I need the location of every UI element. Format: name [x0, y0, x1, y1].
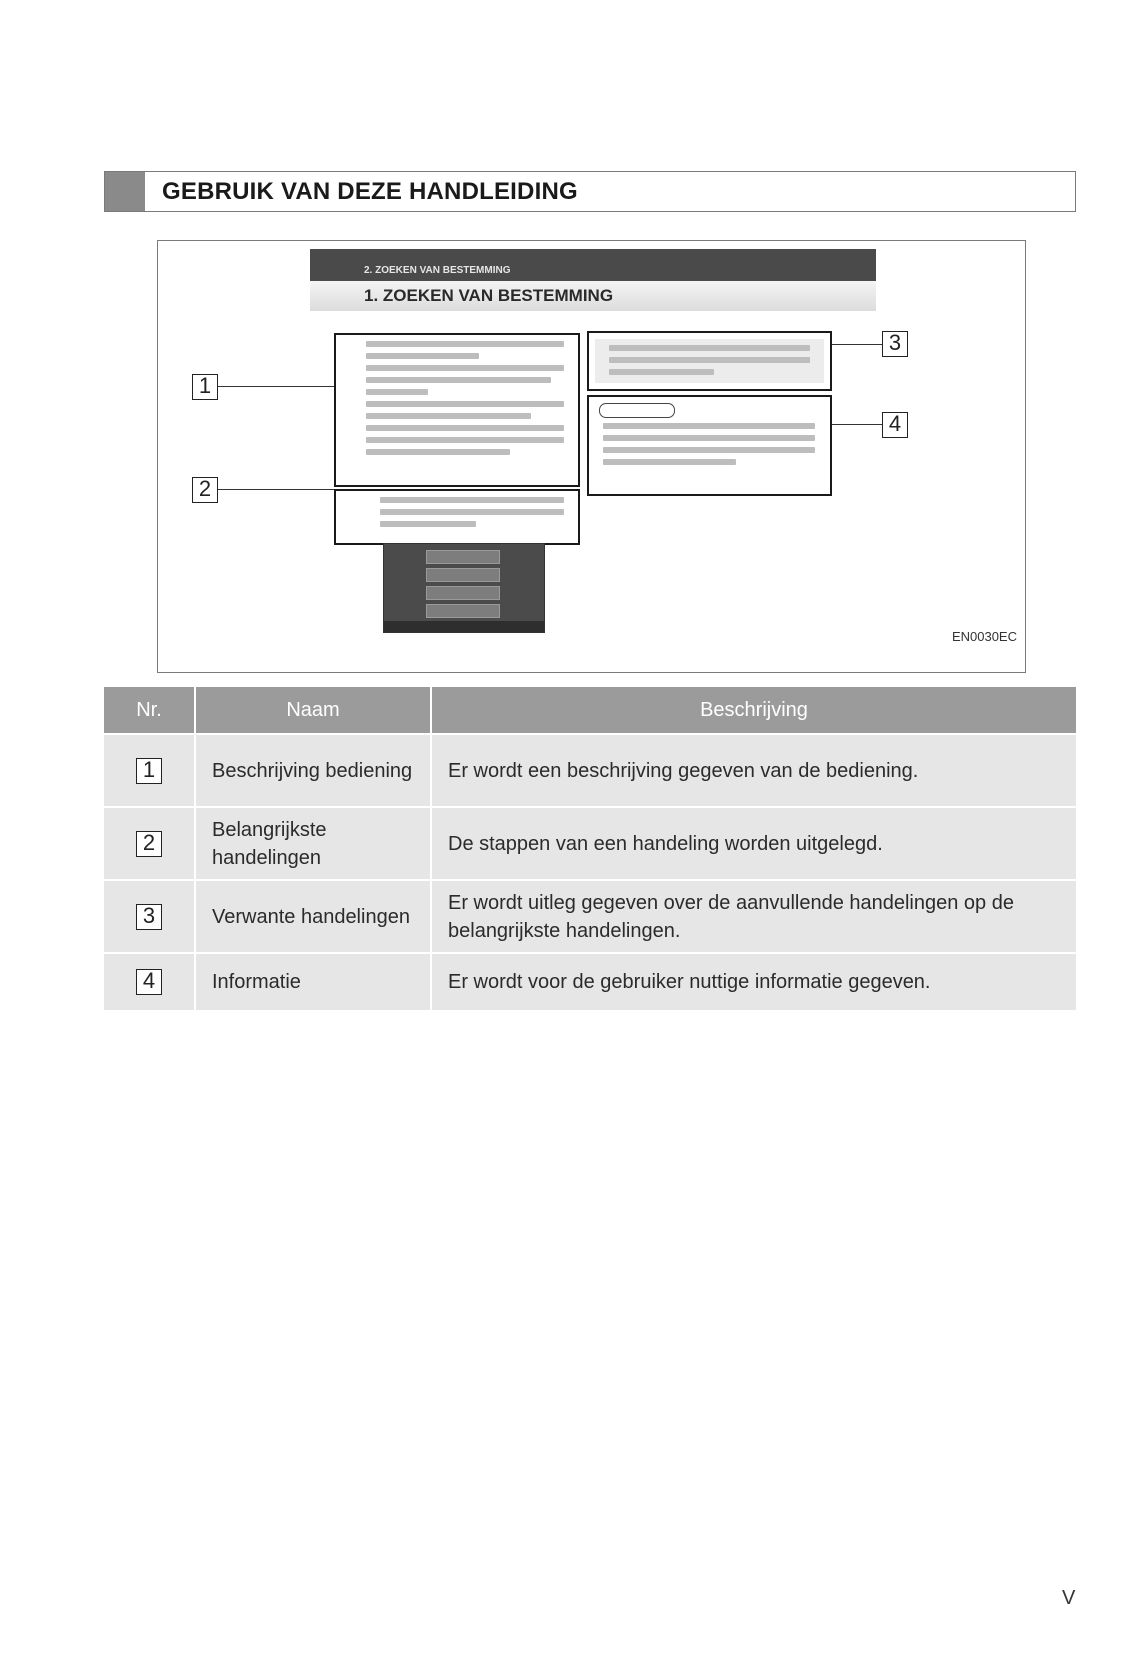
callout-box-3: [587, 331, 832, 391]
table-row: [104, 953, 1076, 1010]
row-nr: [104, 953, 195, 1010]
row-nr: [104, 734, 195, 807]
table-row: [104, 807, 1076, 880]
number-box: 3: [136, 904, 162, 930]
info-pill: [599, 403, 675, 418]
row-beschrijving: Er wordt uitleg gegeven over de aanvullende handelingen op de belangrijkste handelingen.: [431, 880, 1076, 953]
number-box: 4: [136, 969, 162, 995]
table-row: [104, 880, 1076, 953]
row-nr: [104, 807, 195, 880]
callout-box-1: [334, 333, 580, 487]
callout-number-1: 1: [192, 374, 218, 400]
callout-number-3: 3: [882, 331, 908, 357]
row-nr: [104, 880, 195, 953]
figure-id: EN0030EC: [951, 629, 1017, 644]
leader-line: [218, 386, 334, 387]
header-beschrijving: Beschrijving: [431, 687, 1076, 734]
leader-line: [832, 424, 882, 425]
placeholder-text-lines: [380, 497, 572, 533]
placeholder-text-lines: [609, 345, 818, 381]
mini-page-heading-bar: [310, 281, 876, 311]
table-header-row: [104, 687, 1076, 734]
header-naam: Naam: [195, 687, 431, 734]
row-beschrijving: Er wordt een beschrijving gegeven van de bediening.: [431, 734, 1076, 807]
screen-status-bar: [384, 621, 544, 632]
mini-page-breadcrumb-bar: [310, 249, 876, 281]
placeholder-text-lines: [366, 341, 572, 461]
callout-box-4: [587, 395, 832, 496]
table-row: [104, 734, 1076, 807]
row-naam: Verwante handelingen: [195, 880, 431, 953]
section-header-tab: [105, 172, 145, 211]
legend-table: [104, 687, 1076, 1010]
screen-menu-button: [426, 586, 500, 600]
row-beschrijving: Er wordt voor de gebruiker nuttige informatie gegeven.: [431, 953, 1076, 1010]
header-nr: Nr.: [104, 687, 195, 734]
section-title: GEBRUIK VAN DEZE HANDLEIDING: [162, 178, 578, 205]
callout-number-2: 2: [192, 477, 218, 503]
illustration-figure: [157, 240, 1026, 673]
navigation-screen-thumbnail: [383, 543, 545, 633]
page-number: V: [1062, 1587, 1076, 1609]
screen-menu-button: [426, 550, 500, 564]
row-beschrijving: De stappen van een handeling worden uitgelegd.: [431, 807, 1076, 880]
screen-menu-button: [426, 604, 500, 618]
callout-box-2: [334, 489, 580, 545]
row-naam: Informatie: [195, 953, 431, 1010]
row-naam: Beschrijving bediening: [195, 734, 431, 807]
mini-page-heading: 1. ZOEKEN VAN BESTEMMING: [364, 286, 614, 305]
number-box: 2: [136, 831, 162, 857]
leader-line: [832, 344, 882, 345]
screen-menu-button: [426, 568, 500, 582]
placeholder-text-lines: [603, 423, 824, 471]
mini-page-breadcrumb: 2. ZOEKEN VAN BESTEMMING: [364, 265, 511, 276]
leader-line: [218, 489, 334, 490]
number-box: 1: [136, 758, 162, 784]
row-naam: Belangrijkste handelingen: [195, 807, 431, 880]
shaded-note: [595, 339, 824, 383]
section-header: [104, 171, 1076, 212]
callout-number-4: 4: [882, 412, 908, 438]
